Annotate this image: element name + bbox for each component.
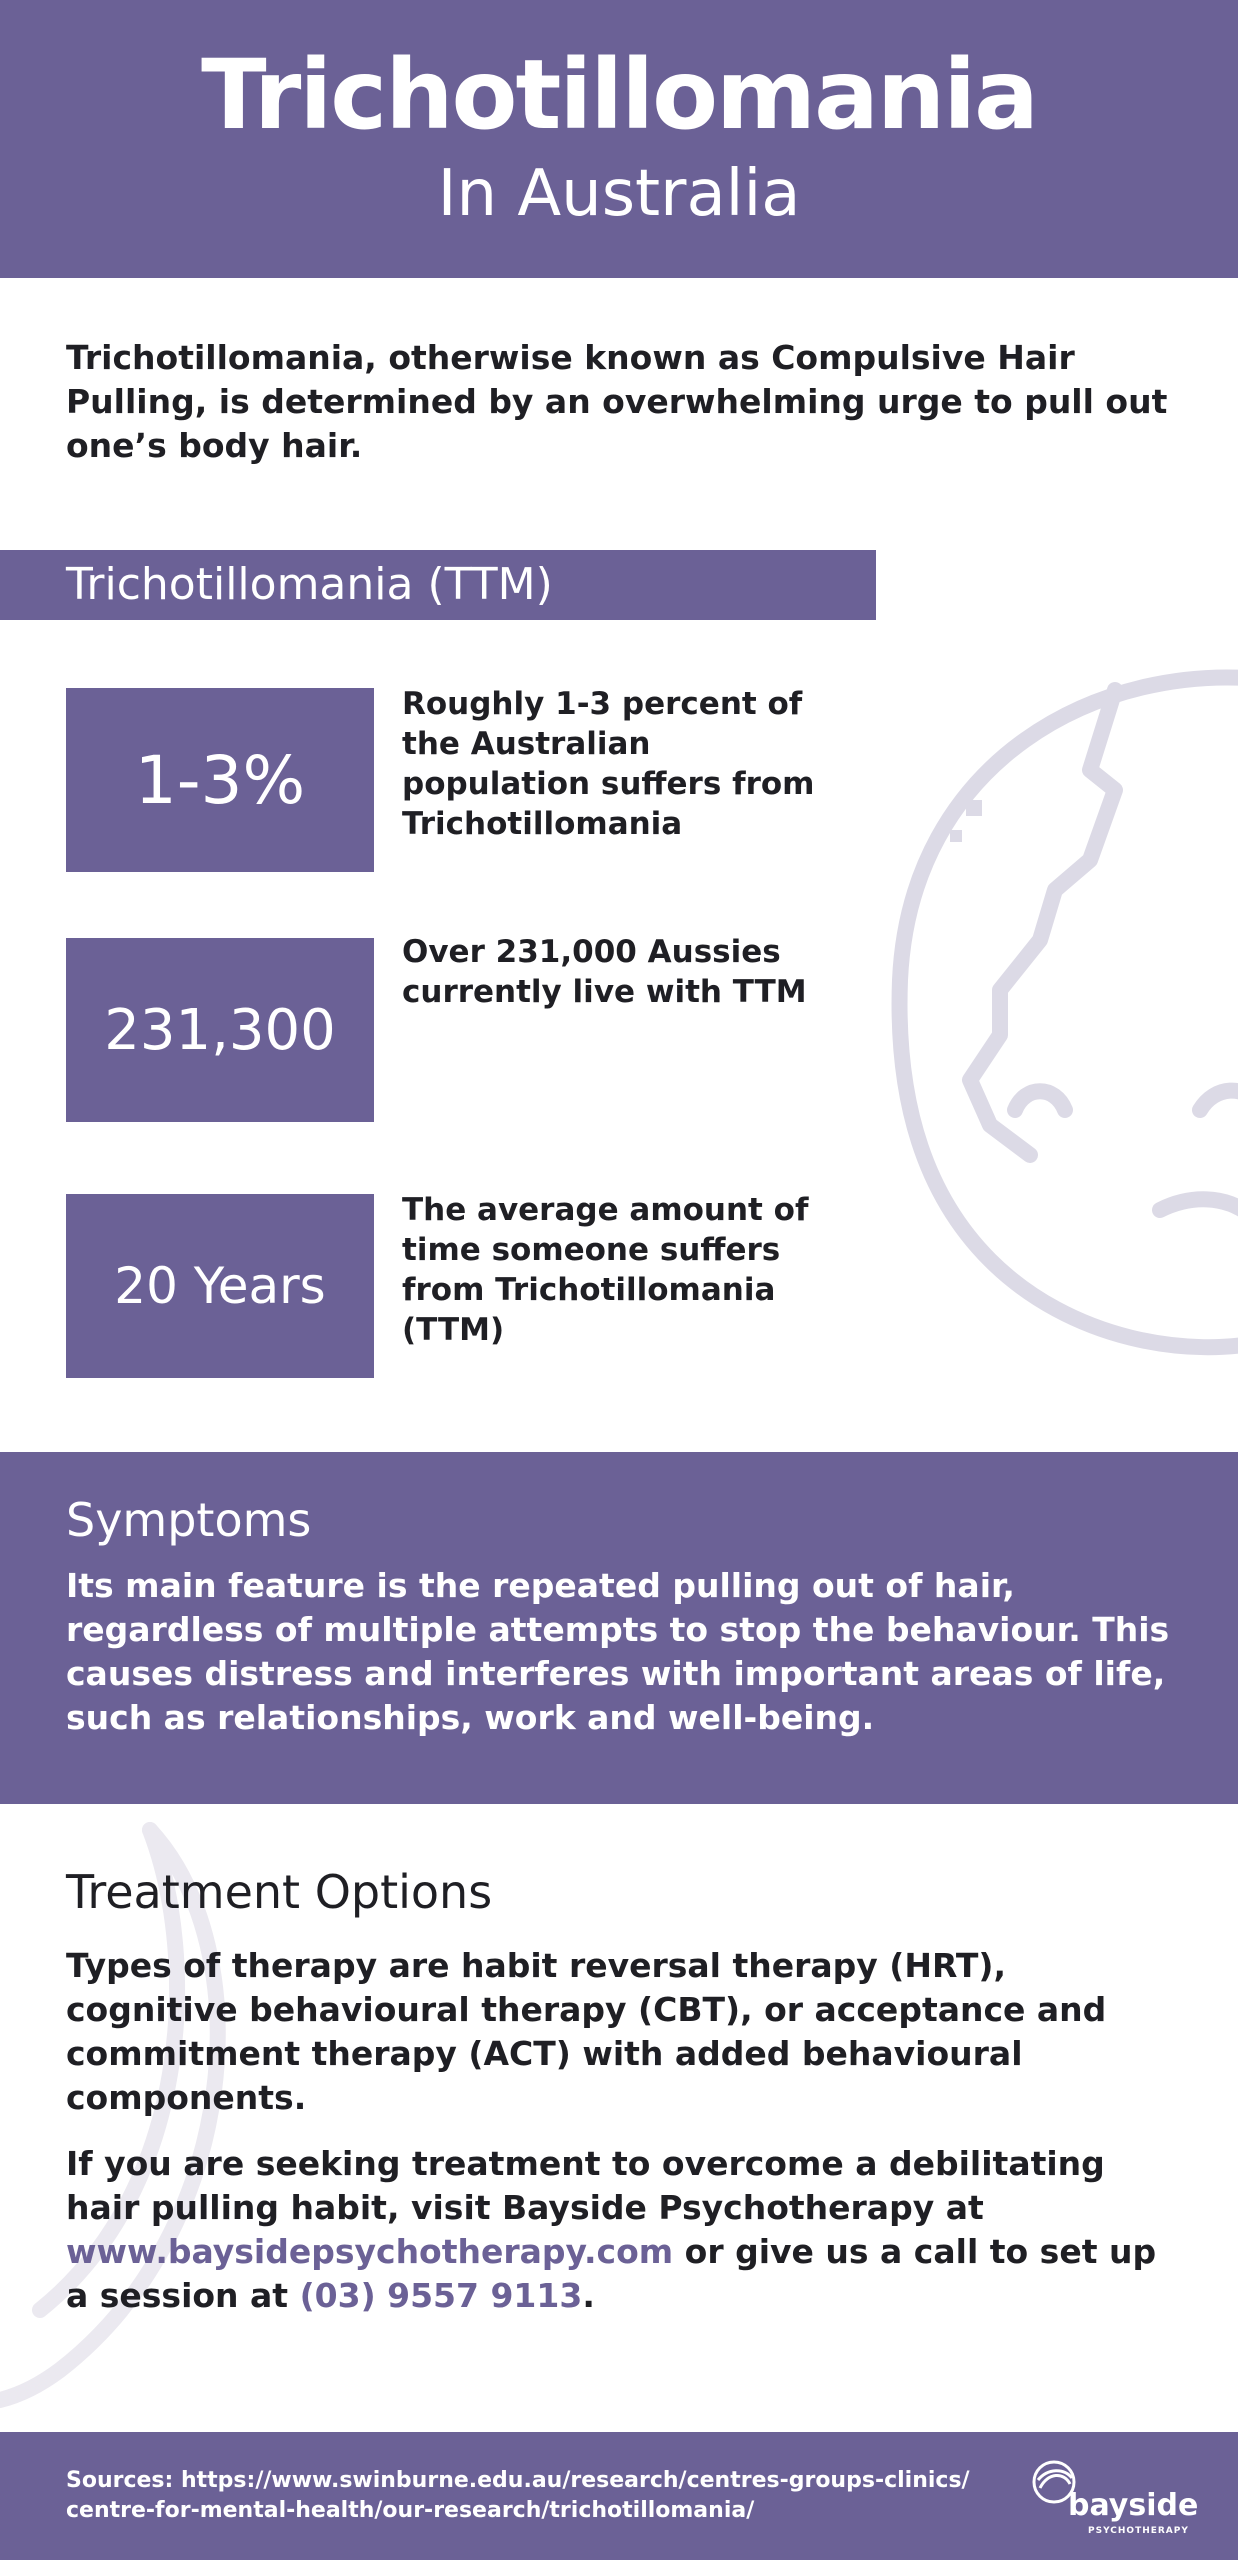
symptoms-section (0, 1452, 1238, 1804)
stat-box-count: 231,300 (66, 938, 374, 1122)
logo-name: bayside (1068, 2488, 1199, 2523)
ttm-section-heading: Trichotillomania (TTM) (0, 550, 876, 620)
treatment-section (66, 1862, 1176, 2318)
header-banner (0, 0, 1238, 278)
treatment-text: Types of therapy are habit reversal therapy (HRT), cognitive behavioural therapy (CBT), or acceptance and commitment therapy (ACT) with added behavioural components. (66, 1946, 1107, 2117)
face-outline-icon (850, 640, 1238, 1360)
footer (0, 2432, 1238, 2560)
stat-description-count: Over 231,000 Aussies currently live with TTM (402, 934, 807, 1010)
stat-box-years: 20 Years (66, 1194, 374, 1378)
phone-number[interactable]: (03) 9557 9113 (299, 2276, 583, 2315)
stat-description-years: The average amount of time someone suffers from Trichotillomania (TTM) (402, 1192, 809, 1348)
page-title: Trichotillomania (201, 39, 1037, 151)
logo-tagline: PSYCHOTHERAPY (1088, 2526, 1189, 2536)
contact-text-part2: or give us a call to set up a session at (66, 2232, 1157, 2315)
treatment-contact-text (66, 2142, 1176, 2318)
page-subtitle: In Australia (437, 157, 801, 231)
symptoms-heading: Symptoms (66, 1493, 312, 1547)
treatment-heading: Treatment Options (66, 1865, 493, 1919)
contact-text-part1: If you are seeking treatment to overcome a debilitating hair pulling habit, visit Bayside Psychotherapy at (66, 2144, 1105, 2227)
sources-text[interactable]: Sources: https://www.swinburne.edu.au/research/centres-groups-clinics/ centre-for-mental-health/our-research/trichotillomania/ (66, 2468, 970, 2523)
website-link[interactable]: www.baysidepsychotherapy.com (66, 2232, 674, 2271)
intro-text: Trichotillomania, otherwise known as Compulsive Hair Pulling, is determined by an overwhelming urge to pull out one’s body hair. (66, 338, 1168, 465)
bayside-logo (1030, 2452, 1210, 2542)
stat-box-percent: 1-3% (66, 688, 374, 872)
symptoms-text: Its main feature is the repeated pulling out of hair, regardless of multiple attempts to stop the behaviour. This causes distress and interferes with important areas of life, such as relationships, work and well-being. (66, 1566, 1170, 1737)
stat-description-percent: Roughly 1-3 percent of the Australian population suffers from Trichotillomania (402, 686, 815, 842)
contact-text-part3: . (582, 2276, 595, 2315)
